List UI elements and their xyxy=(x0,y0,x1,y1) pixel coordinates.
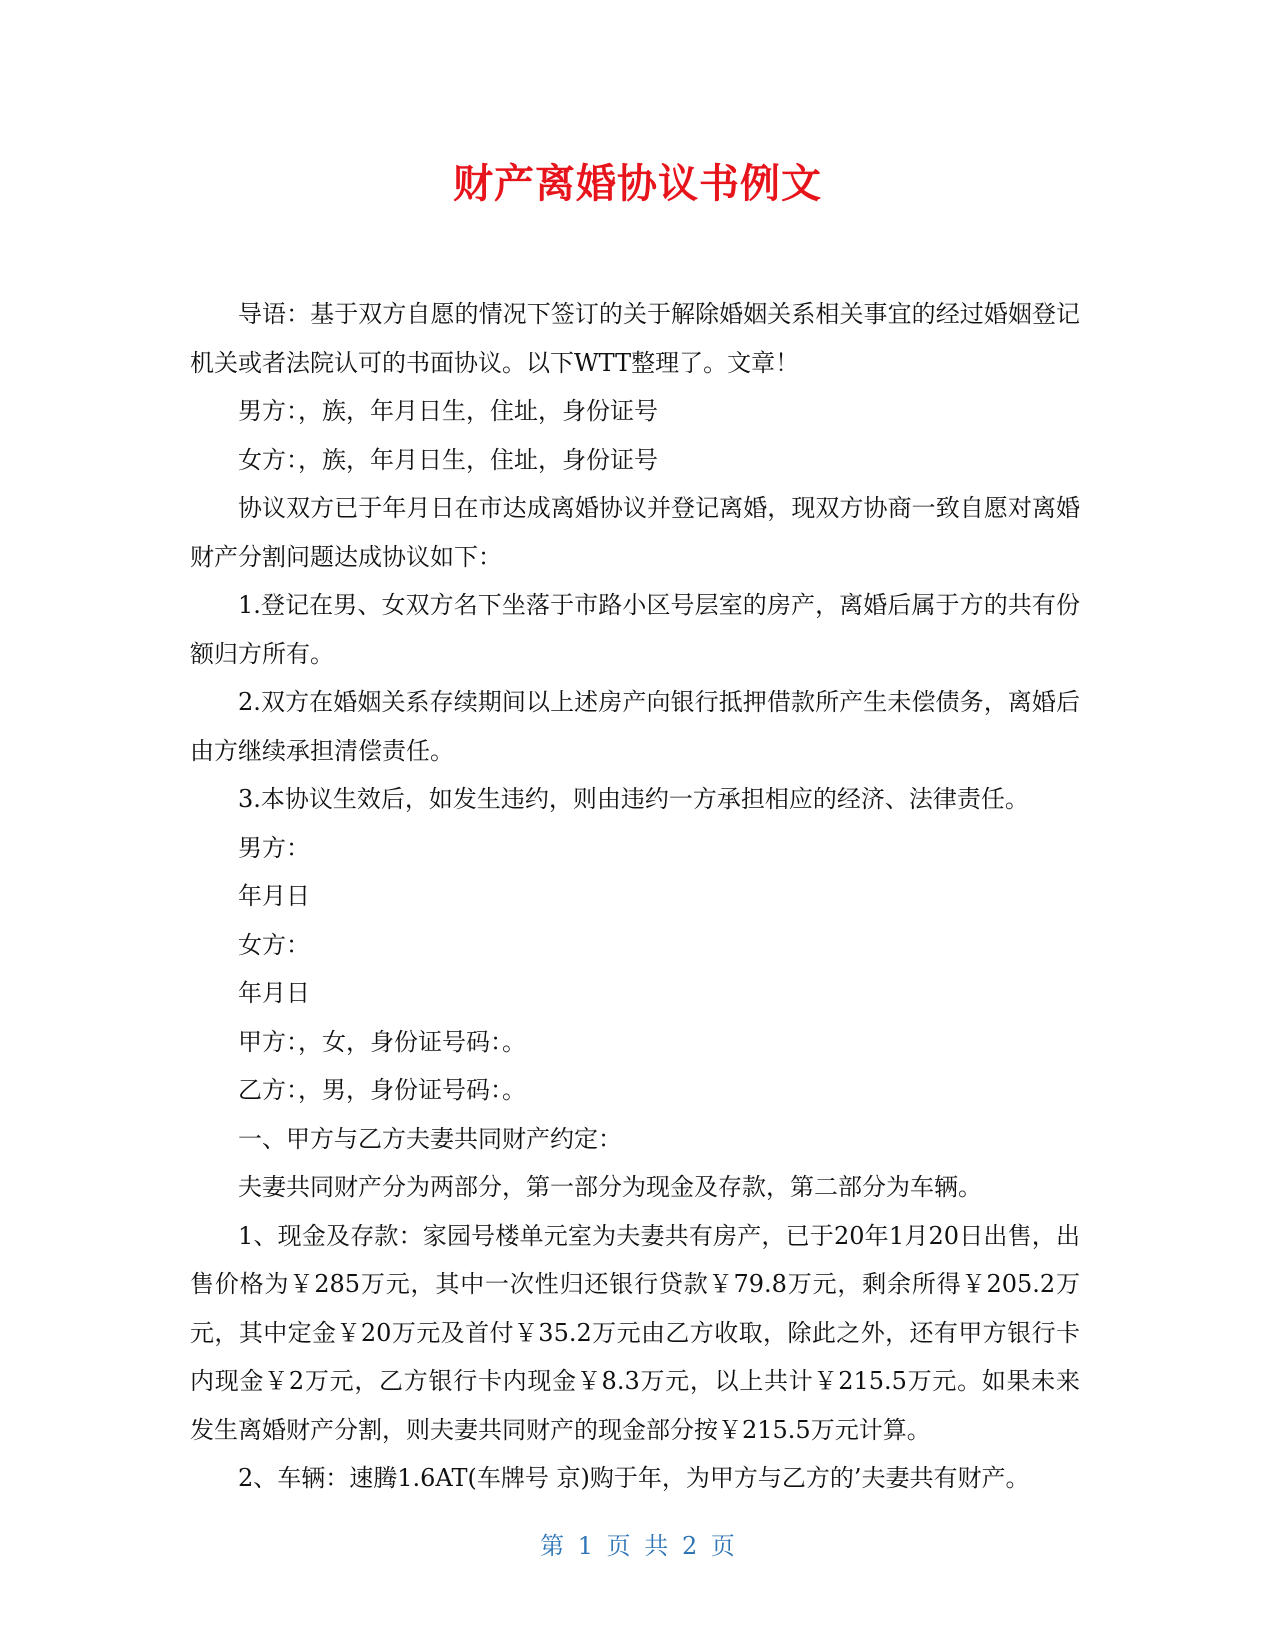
signature-female-date: 年月日 xyxy=(238,979,310,1007)
section-heading-1: 一、甲方与乙方夫妻共同财产约定： xyxy=(238,1124,622,1153)
paragraph-party-b: 乙方：，男，身份证号码：。 xyxy=(238,1076,526,1104)
paragraph-property-overview: 夫妻共同财产分为两部分，第一部分为现金及存款，第二部分为车辆。 xyxy=(238,1173,982,1201)
paragraph-cash-deposits: 1、现金及存款：家园号楼单元室为夫妻共有房产，已于20年1月20日出售，出售价格为￥285万元，其中一次性归还银行贷款￥79.8万元，剩余所得￥205.2万元，其中定金￥20万元及首付￥35.2万元由乙方收取，除此之外，还有甲方银行卡内现金￥2万元，乙方银行卡内现金￥8.3万元，以上共计￥215.5万元。如果未来发生离婚财产分割，则夫妻共同财产的现金部分按￥215.5万元计算。 xyxy=(190,1221,1080,1444)
paragraph-agreement-preamble: 协议双方已于年月日在市达成离婚协议并登记离婚，现双方协商一致自愿对离婚财产分割问题达成协议如下： xyxy=(190,494,1080,571)
paragraph-intro: 导语：基于双方自愿的情况下签订的关于解除婚姻关系相关事宜的经过婚姻登记机关或者法院认可的书面协议。以下WTT整理了。文章！ xyxy=(190,300,1080,377)
paragraph-female-party-info: 女方：，族，年月日生，住址，身份证号 xyxy=(238,445,658,474)
document-body xyxy=(190,290,1080,1503)
paragraph-male-party-info: 男方：，族，年月日生，住址，身份证号 xyxy=(238,397,658,425)
signature-male-date: 年月日 xyxy=(238,882,310,910)
paragraph-vehicle: 2、车辆：速腾1.6AT(车牌号 京)购于年，为甲方与乙方的’夫妻共有财产。 xyxy=(238,1464,1030,1492)
paragraph-party-a: 甲方：，女，身份证号码：。 xyxy=(238,1027,526,1056)
signature-female-label: 女方： xyxy=(238,930,310,959)
paragraph-clause-3: 3.本协议生效后，如发生违约，则由违约一方承担相应的经济、法律责任。 xyxy=(238,785,1029,813)
signature-male-label: 男方： xyxy=(238,833,310,862)
paragraph-clause-1: 1.登记在男、女双方名下坐落于市路小区号层室的房产，离婚后属于方的共有份额归方所有。 xyxy=(190,591,1080,668)
page-number-footer: 第 1 页 共 2 页 xyxy=(540,1532,735,1560)
paragraph-clause-2: 2.双方在婚姻关系存续期间以上述房产向银行抵押借款所产生未偿债务，离婚后由方继续承担清偿责任。 xyxy=(190,688,1080,765)
document-title: 财产离婚协议书例文 xyxy=(453,161,822,207)
